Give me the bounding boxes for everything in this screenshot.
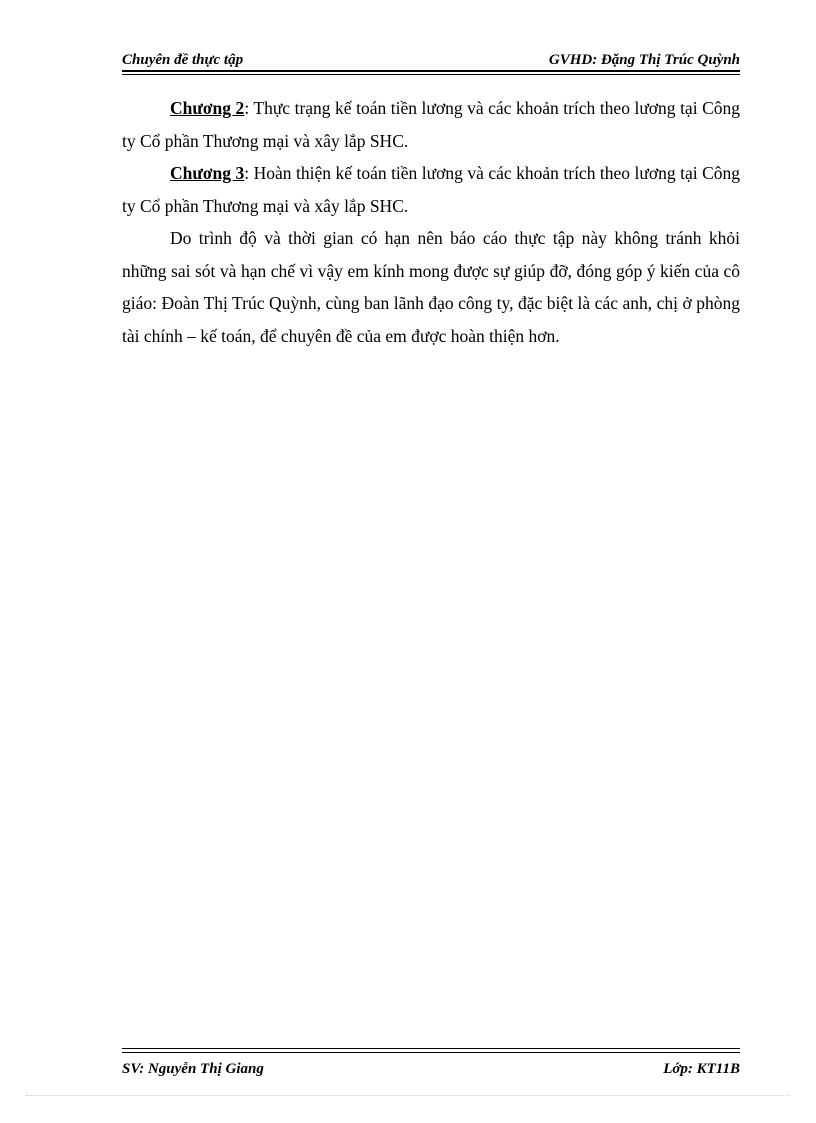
paragraph-chapter-2 (122, 92, 740, 157)
closing-text: Do trình độ và thời gian có hạn nên báo cáo thực tập này không tránh khỏi những sai sót và hạn chế vì vậy em kính mong được sự giúp đỡ, đóng góp ý kiến của cô giáo: Đoàn Thị Trúc Quỳnh, cùng ban lãnh đạo công ty, đặc biệt là các anh, chị ở phòng tài chính – kế toán, để chuyên đề của em được hoàn thiện hơn. (122, 228, 740, 346)
chapter-2-description: : Thực trạng kế toán tiền lương và các khoản trích theo lương tại Công ty Cổ phần Thương mại và xây lắp SHC. (122, 98, 741, 151)
header-advisor: GVHD: Đặng Thị Trúc Quỳnh (548, 52, 740, 68)
chapter-3-label: Chương 3 (170, 163, 245, 183)
chapter-2-label: Chương 2 (170, 98, 245, 118)
page-bottom-edge (26, 1095, 790, 1096)
footer-student-name: SV: Nguyễn Thị Giang (122, 1061, 264, 1077)
page-footer (122, 1052, 740, 1078)
page-header (122, 49, 740, 72)
paragraph-closing (122, 222, 740, 352)
chapter-3-description: : Hoàn thiện kế toán tiền lương và các khoản trích theo lương tại Công ty Cổ phần Thương mại và xây lắp SHC. (122, 163, 740, 216)
document-body (122, 92, 740, 352)
header-document-title: Chuyên đề thực tập (122, 52, 244, 68)
footer-class: Lớp: KT11B (663, 1061, 740, 1077)
paragraph-chapter-3 (122, 157, 740, 222)
